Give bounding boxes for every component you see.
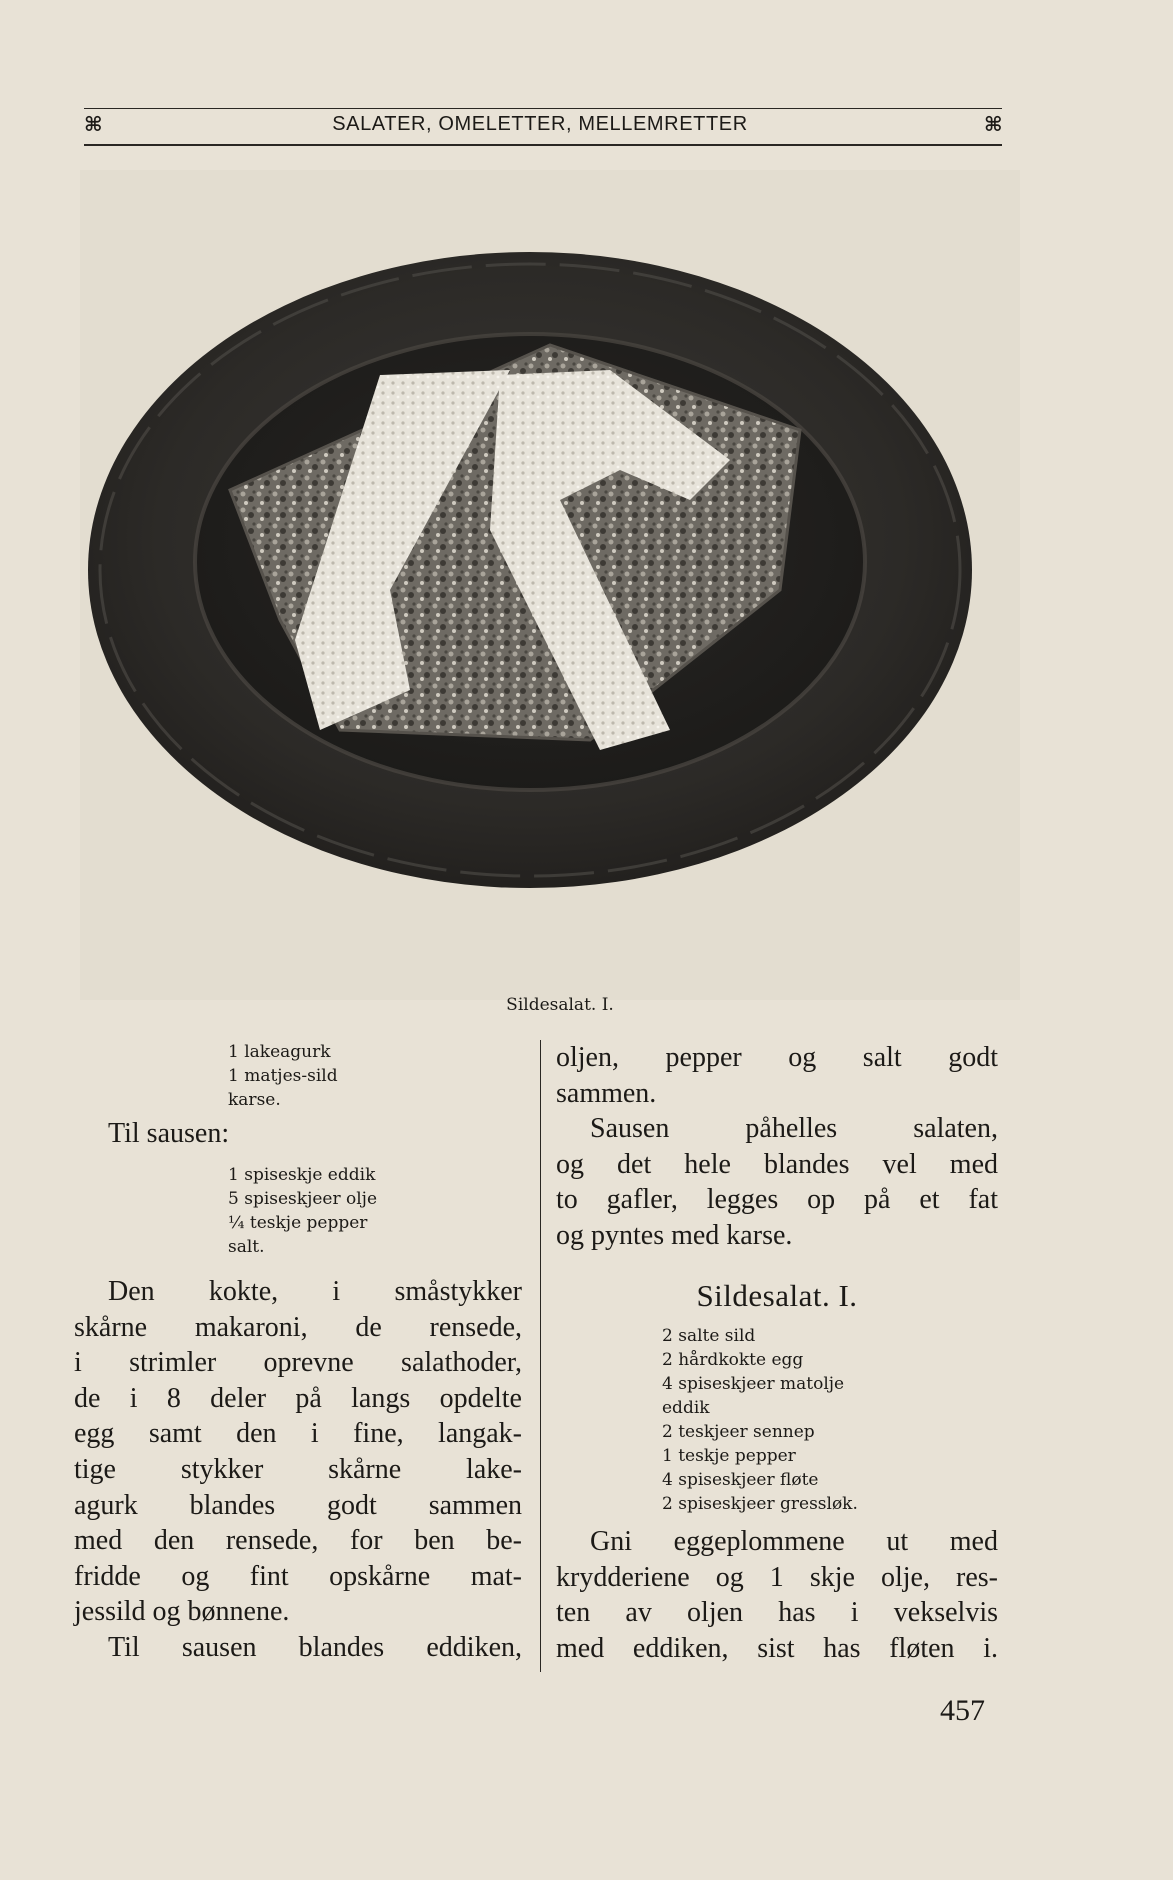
- recipe-ingredient-item: 2 spiseskjeer gressløk.: [662, 1494, 858, 1514]
- text-line: med eddiken, sist has fløten i.: [556, 1632, 998, 1664]
- text-line: i strimler oprevne salathoder,: [74, 1347, 522, 1379]
- text-line: oljen, pepper og salt godt: [556, 1042, 998, 1073]
- text-line: to gafler, legges op på et fat: [556, 1184, 998, 1216]
- text-line: Sausen påhelles salaten,: [590, 1113, 998, 1145]
- text-line: Til sausen blandes eddiken,: [108, 1631, 522, 1663]
- sauce-ingredient-item: 1 spiseskje eddik: [228, 1165, 376, 1185]
- sauce-heading: Til sausen:: [108, 1118, 230, 1149]
- header-ornament-left: ⌘: [84, 112, 103, 136]
- recipe-ingredient-list: [662, 1324, 992, 1516]
- recipe-title: Sildesalat. I.: [696, 1278, 858, 1313]
- header-ornament-right: ⌘: [984, 112, 1003, 136]
- page-number: 457: [940, 1694, 985, 1727]
- text-line: krydderiene og 1 skje olje, res-: [556, 1561, 998, 1593]
- recipe-method-text: [556, 1524, 998, 1666]
- right-top-text: [556, 1040, 998, 1254]
- text-line: egg samt den i fine, langak-: [74, 1418, 522, 1450]
- ingredient-item: 1 matjes-sild: [228, 1066, 338, 1086]
- text-line: og pyntes med karse.: [556, 1219, 793, 1251]
- text-line: med den rensede, for ben be-: [74, 1525, 522, 1557]
- text-line: og det hele blandes vel med: [556, 1148, 998, 1180]
- text-line: Den kokte, i småstykker: [108, 1276, 522, 1307]
- text-line: sammen.: [556, 1077, 657, 1109]
- recipe-ingredient-item: eddik: [662, 1398, 710, 1418]
- sauce-ingredient-list: [228, 1163, 528, 1259]
- text-line: tige stykker skårne lake-: [74, 1453, 522, 1485]
- ingredient-list: [228, 1040, 528, 1112]
- column-divider: [540, 1040, 541, 1672]
- recipe-ingredient-item: 2 hårdkokte egg: [662, 1350, 804, 1370]
- recipe-ingredient-item: 4 spiseskjeer matolje: [662, 1374, 845, 1394]
- left-body-text: [74, 1274, 522, 1666]
- photo-caption: Sildesalat. I.: [506, 995, 614, 1015]
- text-line: jessild og bønnene.: [74, 1596, 290, 1628]
- ingredient-item: 1 lakeagurk: [228, 1042, 331, 1062]
- herring-salad-photo: [80, 170, 1020, 1000]
- recipe-ingredient-item: 2 salte sild: [662, 1326, 756, 1346]
- running-title: SALATER, OMELETTER, MELLEMRETTER: [332, 113, 748, 135]
- recipe-ingredient-item: 2 teskjeer sennep: [662, 1422, 815, 1442]
- text-line: agurk blandes godt sammen: [74, 1489, 522, 1521]
- recipe-ingredient-item: 4 spiseskjeer fløte: [662, 1470, 819, 1490]
- header-rule-bottom: [84, 144, 1002, 146]
- recipe-ingredient-item: 1 teskje pepper: [662, 1446, 796, 1466]
- header-rule-top: [84, 108, 1002, 109]
- sauce-ingredient-item: ¼ teskje pepper: [228, 1213, 368, 1233]
- text-line: ten av oljen has i vekselvis: [556, 1597, 998, 1629]
- sauce-ingredient-item: salt.: [228, 1237, 265, 1257]
- ingredient-item: karse.: [228, 1090, 281, 1110]
- text-line: skårne makaroni, de rensede,: [74, 1311, 522, 1343]
- sauce-ingredient-item: 5 spiseskjeer olje: [228, 1189, 377, 1209]
- text-line: de i 8 deler på langs opdelte: [74, 1382, 522, 1414]
- text-line: fridde og fint opskårne mat-: [74, 1560, 522, 1592]
- text-line: Gni eggeplommene ut med: [590, 1526, 998, 1557]
